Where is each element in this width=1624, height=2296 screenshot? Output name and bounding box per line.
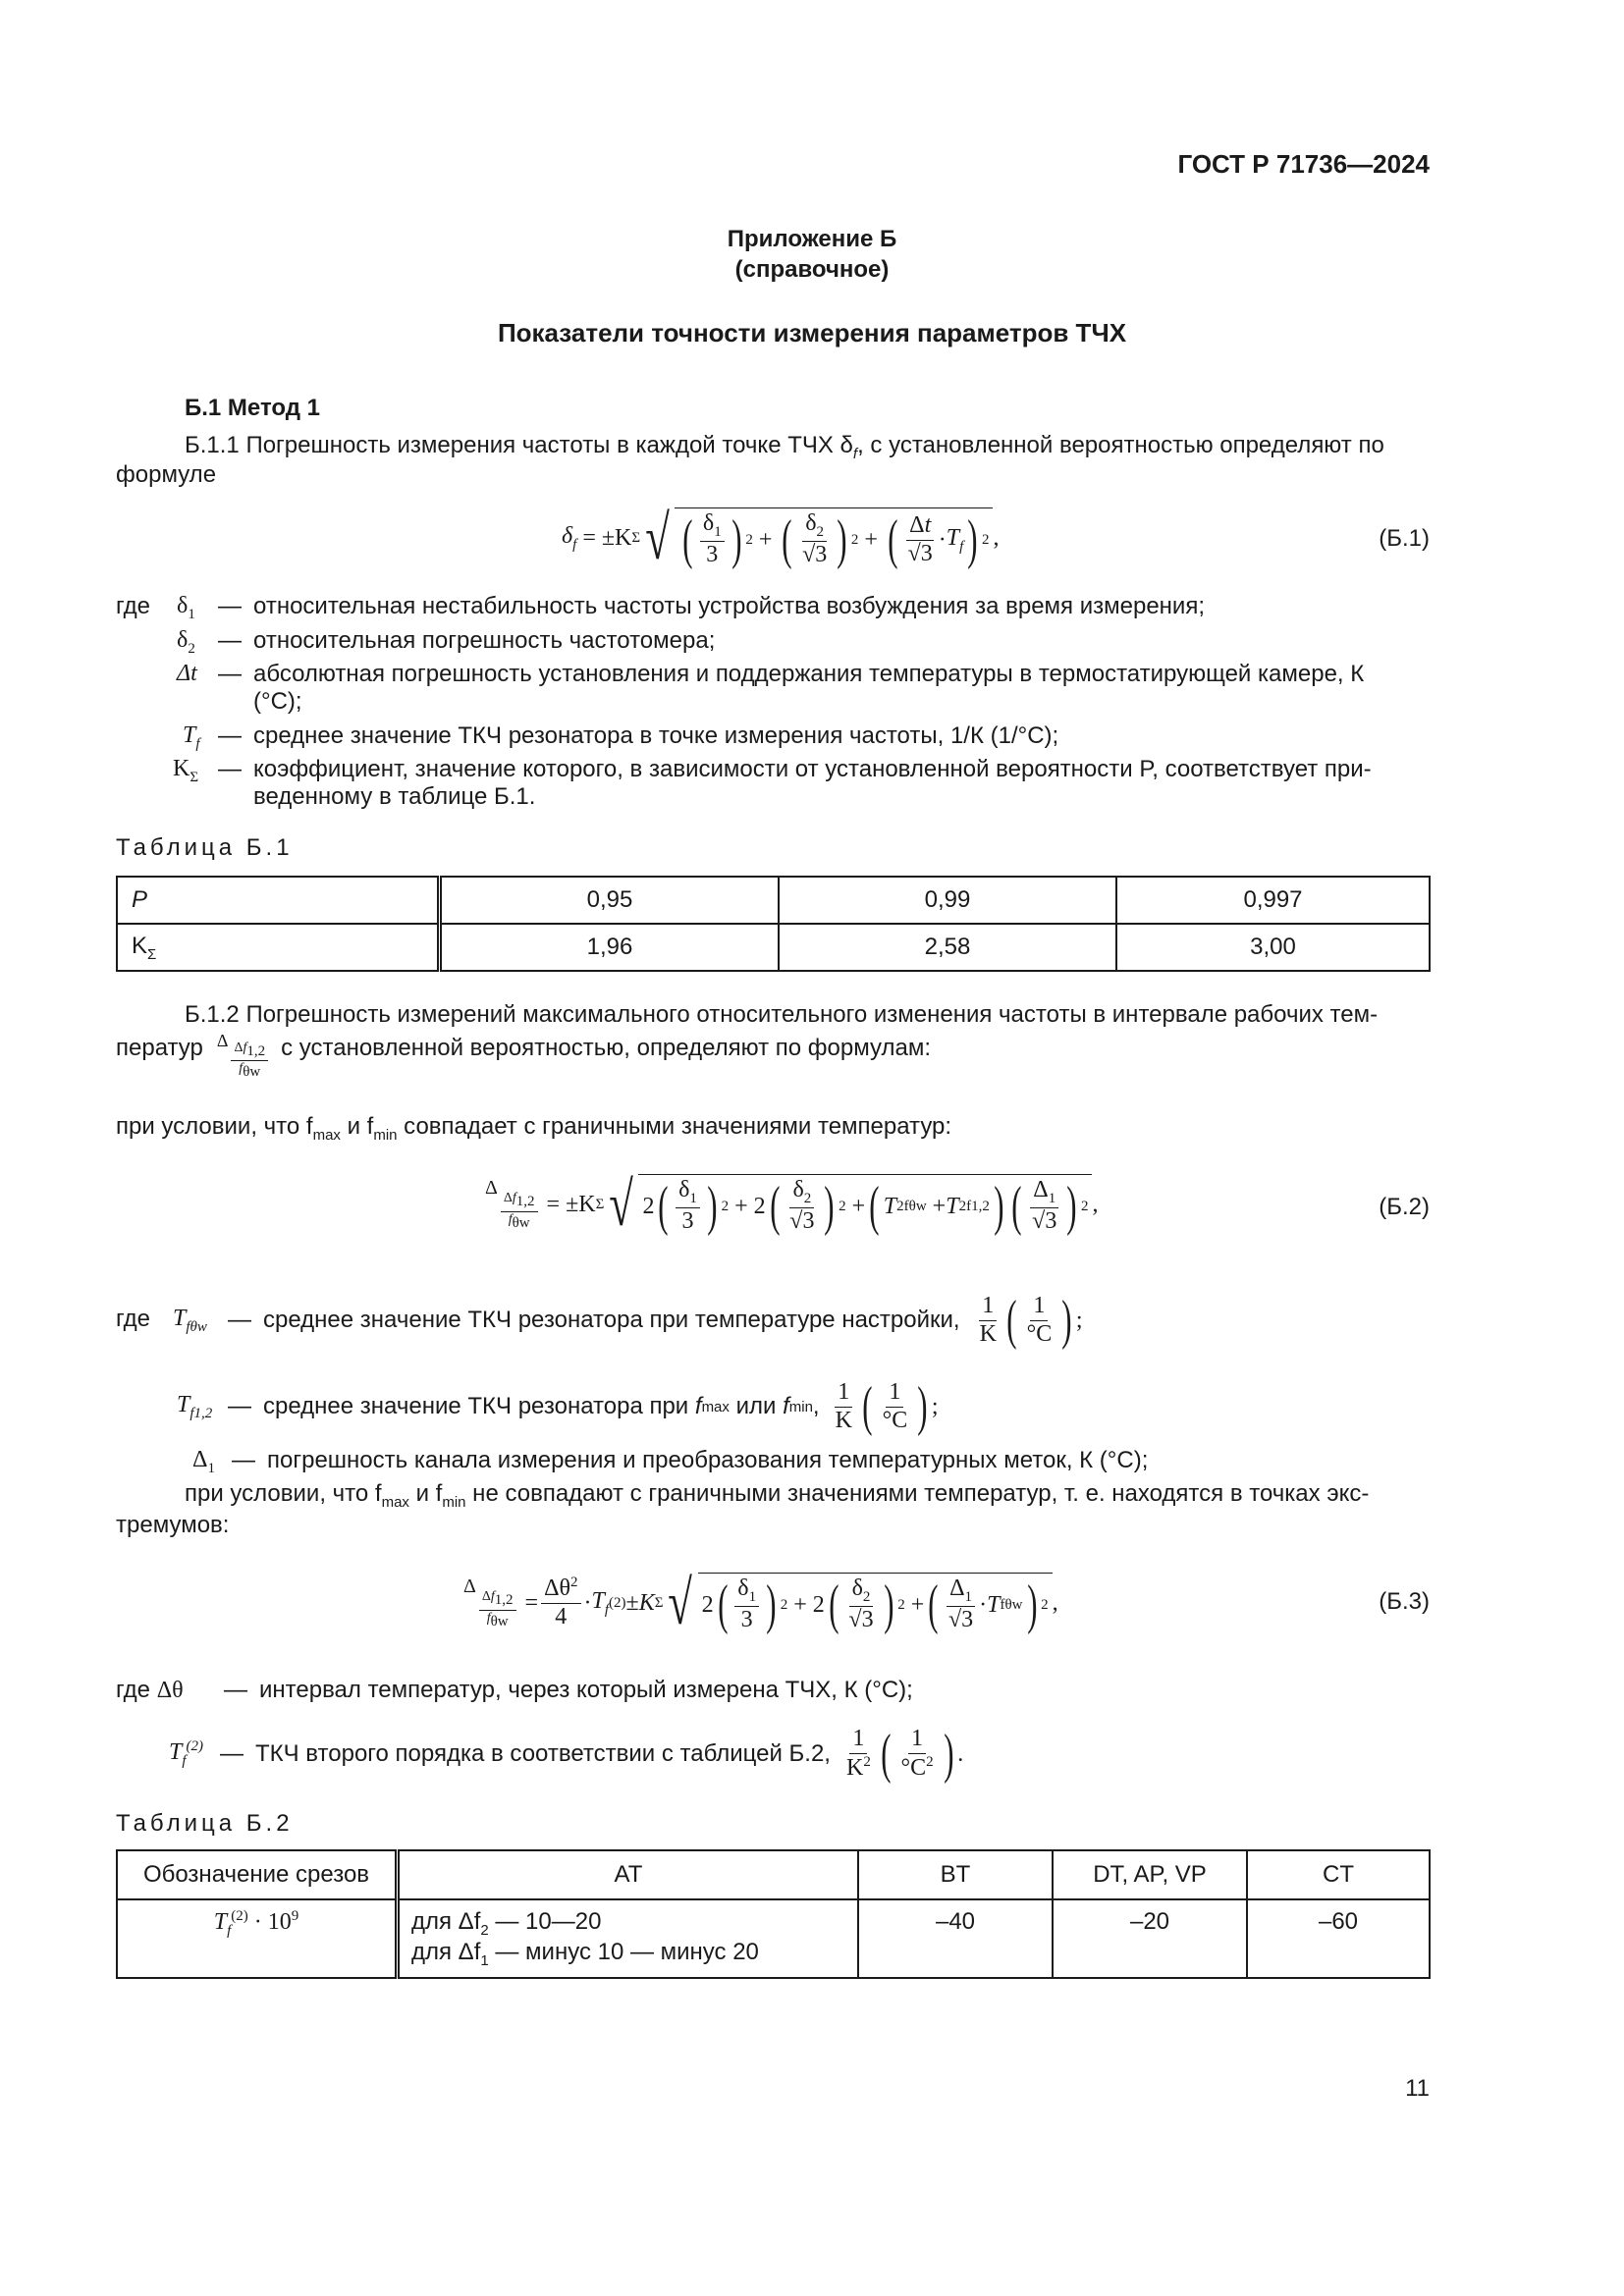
equation-b2: Δ $\frac{\Delta f_{1,2}}{f_{\theta w}}$ = ±K Σ √ 2 ( $\frac{\delta_1}{3}$ ) 2 + 2 ( $\frac{\delta_2}{√3}$ ) 2 + ( T 2 fθw + T 2 f1,2 ) ( $\frac{\Delta_1}{√3}$ ) 2 , — [485, 1169, 1099, 1239]
condition-2: при условии, что $f_{max}$ и $f_{min}$ не совпадают с граничными значениями температур, т. е. находятся в точках экс- — [185, 1480, 1370, 1511]
table-row — [117, 924, 1430, 971]
paragraph-b12: Б.1.2 Погрешность измерений максимального относительного изменения частоты в интервале рабочих тем- — [185, 1001, 1379, 1028]
definition-dtheta: где Δθ — интервал температур, через который измерена ТЧХ, К (°С); — [116, 1677, 913, 1703]
appendix-title: Приложение Б — [727, 226, 897, 252]
table-cell: –60 — [1247, 1899, 1430, 1978]
where-label-2: где — [116, 1306, 151, 1332]
definition-delta-t: Δt — абсолютная погрешность установления и поддержания температуры в термостатирующей камере, К (°С); — [177, 661, 1365, 715]
definition-tf: $T_f$ — среднее значение ТКЧ резонатора в точке измерения частоты, 1/К (1/°С); — [183, 722, 1059, 752]
table-cell: $K_\Sigma$ — [117, 924, 440, 971]
table-header-cell: BT — [858, 1850, 1053, 1899]
page-number: 11 — [1405, 2075, 1430, 2102]
appendix-subtitle: (справочное) — [734, 256, 890, 283]
table-cell: –40 — [858, 1899, 1053, 1978]
table-cell: 0,95 — [440, 877, 780, 924]
table-cell: 0,997 — [1116, 877, 1430, 924]
table-row — [117, 1850, 1430, 1899]
equation-b2-label: (Б.2) — [1379, 1194, 1430, 1220]
condition-1: при условии, что $f_{max}$ и $f_{min}$ совпадает с граничными значениями температур: — [116, 1113, 952, 1144]
table-cell: 0,99 — [779, 877, 1116, 924]
table-cell: P — [117, 877, 440, 924]
condition-2-cont: тремумов: — [116, 1512, 230, 1538]
definition-tf2: $T_f^{(2)}$ — ТКЧ второго порядка в соответствии с таблицей Б.2, $\frac{1}{K^2}$ ( $\frac{1}{^\circ C^2}$ ) . — [169, 1724, 964, 1785]
table-header-cell: Обозначение срезов — [117, 1850, 398, 1899]
standard-number: ГОСТ Р 71736—2024 — [1177, 149, 1430, 179]
table-header-cell: AT — [398, 1850, 859, 1899]
paragraph-b11: Б.1.1 Погрешность измерения частоты в каждой точке ТЧХ $\delta_f$, с установленной вероятностью определяют по — [185, 432, 1384, 462]
paragraph-b12-cont: ператур Δ $\frac{\Delta f_{1,2}}{f_{\theta w}}$ с установленной вероятностью, определяют по формулам: — [116, 1031, 932, 1080]
definition-delta2: $\delta_2$ — относительная погрешность частотомера; — [177, 627, 716, 657]
definition-delta1-temp: $\Delta_1$ — погрешность канала измерения и преобразования температурных меток, К (°С); — [192, 1447, 1149, 1476]
table-b1 — [116, 876, 1431, 972]
equation-b1-label: (Б.1) — [1379, 525, 1430, 552]
table-cell: 3,00 — [1116, 924, 1430, 971]
table2-caption: Таблица Б.2 — [116, 1810, 294, 1837]
table-cell: –20 — [1053, 1899, 1247, 1978]
definition-delta1: $\delta_1$ — относительная нестабильность частоты устройства возбуждения за время измерения; — [177, 593, 1205, 622]
equation-b3-label: (Б.3) — [1379, 1588, 1430, 1615]
paragraph-b11-cont: формуле — [116, 461, 217, 488]
table-header-cell: CT — [1247, 1850, 1430, 1899]
appendix-heading: Показатели точности измерения параметров ТЧХ — [497, 318, 1127, 347]
definition-tf12: $T_{f1,2}$ — среднее значение ТКЧ резонатора при f max или f min , $\frac{1}{K}$ ( $\frac{1}{^\circ C}$ ) ; — [177, 1376, 939, 1437]
table-cell: 2,58 — [779, 924, 1116, 971]
table-cell: для $\Delta f_2$ — 10—20 для $\Delta f_1$ — минус 10 — минус 20 — [398, 1899, 859, 1978]
table-b2 — [116, 1849, 1431, 1979]
definition-ksigma: $K_\Sigma$ — коэффициент, значение которого, в зависимости от установленной вероятности P, соответствует при- веденному в таблице Б.1. — [173, 756, 1372, 810]
equation-b3: Δ $\frac{\Delta f_{1,2}}{f_{\theta w}}$ = $\frac{\Delta\theta^2}{4}$ · $T_f$ (2) ± K Σ √ 2 ( $\frac{\delta_1}{3}$ ) 2 + 2 ( $\frac{\delta_2}{√3}$ ) 2 + ( $\frac{\Delta_1}{√3}$ · T fθw ) 2 , — [463, 1568, 1058, 1637]
definition-tf-theta-w: $T_{f\theta w}$ — среднее значение ТКЧ резонатора при температуре настройки, $\frac{1}{K}$ ( $\frac{1}{^\circ C}$ ) ; — [173, 1290, 1083, 1351]
table-header-cell: DT, AP, VP — [1053, 1850, 1247, 1899]
table-cell: 1,96 — [440, 924, 780, 971]
equation-b1: $\delta_f$ = ±K Σ √ ( $\frac{\delta_1}{3}$ ) 2 + ( $\frac{\delta_2}{√3}$ ) 2 + ( $\frac{\Delta t}{√3}$ · $T_f$ ) 2 , — [562, 503, 1000, 572]
table-row — [117, 877, 1430, 924]
section-title: Б.1 Метод 1 — [185, 395, 320, 421]
where-label: где — [116, 593, 151, 619]
table1-caption: Таблица Б.1 — [116, 834, 294, 861]
table-row — [117, 1899, 1430, 1978]
table-cell: $T_f^{(2)} \cdot 10^9$ — [117, 1899, 398, 1978]
